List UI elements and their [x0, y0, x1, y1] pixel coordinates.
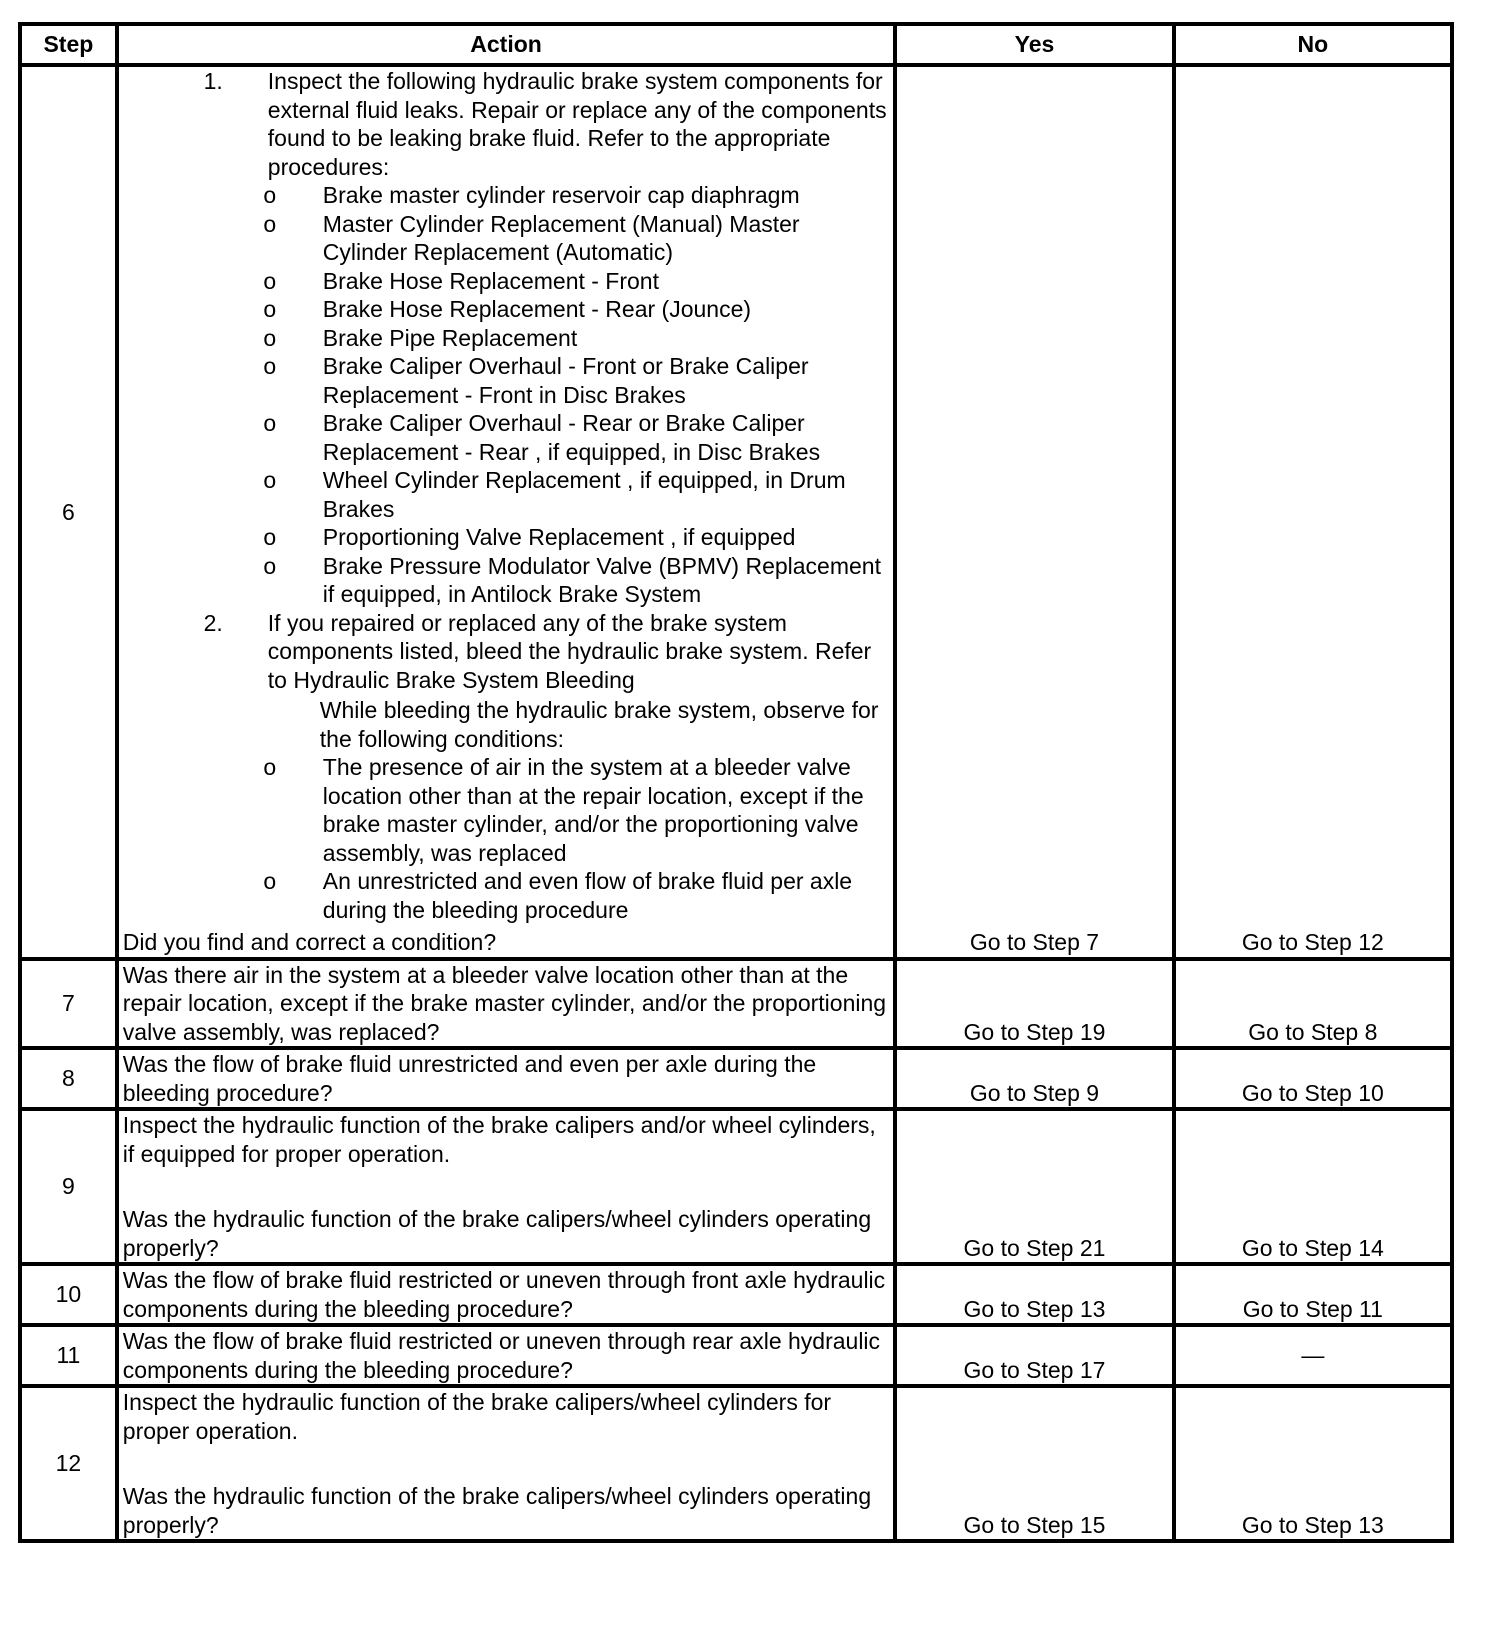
bullet-icon: o: [263, 182, 277, 208]
action-text: Was the flow of brake fluid restricted or uneven through front axle hydraulic components during the bleeding procedure?: [117, 1264, 896, 1325]
item-text: Inspect the following hydraulic brake system components for external fluid leaks. Repair or replace any of the components found to be leaking brake fluid. Refer to the appropriate procedures:: [267, 68, 887, 180]
list-item-text: Brake Hose Replacement - Front: [322, 267, 659, 294]
header-action: Action: [117, 24, 896, 65]
table-row-step-12: [20, 1386, 1452, 1541]
bullet-icon: o: [263, 754, 277, 780]
list-item: [123, 409, 890, 466]
table-row-step-10: [20, 1264, 1452, 1325]
no-cell: Go to Step 11: [1174, 1264, 1452, 1325]
list-item: [123, 352, 890, 409]
header-no: No: [1174, 24, 1452, 65]
no-cell: Go to Step 8: [1174, 959, 1452, 1049]
condition-list: [123, 753, 890, 924]
question-text: Did you find and correct a condition?: [122, 929, 497, 955]
list-item: [123, 552, 890, 609]
action-cell: [117, 1386, 896, 1541]
yes-cell: Go to Step 7: [895, 65, 1173, 959]
no-cell: Go to Step 14: [1174, 1109, 1452, 1264]
list-item: [123, 466, 890, 523]
item-number: 1.: [203, 68, 223, 94]
list-item-text: Brake Pressure Modulator Valve (BPMV) Replacement if equipped, in Antilock Brake System: [322, 552, 881, 607]
header-yes: Yes: [895, 24, 1173, 65]
action-text: Was the flow of brake fluid unrestricted and even per axle during the bleeding procedure?: [117, 1048, 896, 1109]
list-item-text: Brake Pipe Replacement: [322, 324, 578, 351]
bullet-icon: o: [263, 353, 277, 379]
diagnostic-table: [18, 22, 1454, 1543]
action-cell: [117, 65, 896, 959]
header-step: Step: [20, 24, 117, 65]
list-item-text: Brake master cylinder reservoir cap diaphragm: [322, 182, 800, 208]
step-number: 6: [20, 65, 117, 959]
action-cell: [117, 1109, 896, 1264]
action-text: Inspect the hydraulic function of the brake calipers/wheel cylinders for proper operation.: [122, 1389, 832, 1444]
yes-cell: Go to Step 13: [895, 1264, 1173, 1325]
list-item-text: Master Cylinder Replacement (Manual) Master Cylinder Replacement (Automatic): [322, 210, 800, 265]
bullet-icon: o: [263, 296, 277, 322]
step-number: 8: [20, 1048, 117, 1109]
no-cell: Go to Step 10: [1174, 1048, 1452, 1109]
item-number: 2.: [203, 609, 223, 636]
step-number: 10: [20, 1264, 117, 1325]
bullet-icon: o: [263, 868, 277, 894]
step-number: 12: [20, 1386, 117, 1541]
bullet-icon: o: [263, 467, 277, 493]
item-paragraph: While bleeding the hydraulic brake system, observe for the following conditions:: [319, 697, 879, 752]
no-cell: Go to Step 13: [1174, 1386, 1452, 1541]
numbered-item: [123, 67, 890, 181]
list-item-text: Wheel Cylinder Replacement , if equipped, in Drum Brakes: [322, 467, 846, 522]
list-item: [123, 267, 890, 296]
list-item-text: An unrestricted and even flow of brake fluid per axle during the bleeding procedure: [322, 868, 853, 923]
yes-cell: Go to Step 19: [895, 959, 1173, 1049]
yes-cell: Go to Step 15: [895, 1386, 1173, 1541]
bullet-icon: o: [263, 410, 277, 436]
list-item-text: Brake Caliper Overhaul - Rear or Brake Caliper Replacement - Rear , if equipped, in Disc Brakes: [322, 410, 821, 465]
bullet-icon: o: [263, 524, 277, 550]
bullet-icon: o: [263, 324, 277, 351]
list-item: [123, 753, 890, 867]
table-row-step-11: [20, 1325, 1452, 1386]
list-item: [123, 181, 890, 210]
bullet-icon: o: [263, 267, 277, 294]
list-item: [123, 295, 890, 324]
numbered-item: [123, 609, 890, 695]
action-text: Was the flow of brake fluid restricted or uneven through rear axle hydraulic components during the bleeding procedure?: [117, 1325, 896, 1386]
list-item: [123, 523, 890, 552]
component-list: [123, 181, 890, 609]
yes-cell: Go to Step 9: [895, 1048, 1173, 1109]
step-number: 9: [20, 1109, 117, 1264]
action-text: Inspect the hydraulic function of the brake calipers and/or wheel cylinders, if equipped for proper operation.: [122, 1112, 876, 1167]
step-number: 11: [20, 1325, 117, 1386]
bullet-icon: o: [263, 552, 277, 579]
no-cell: Go to Step 12: [1174, 65, 1452, 959]
header-row: [20, 24, 1452, 65]
question-text: Was the hydraulic function of the brake calipers/wheel cylinders operating properly?: [122, 1483, 872, 1538]
step-number: 7: [20, 959, 117, 1049]
list-item: [123, 210, 890, 267]
table-row-step-6: [20, 65, 1452, 959]
yes-cell: Go to Step 21: [895, 1109, 1173, 1264]
list-item: [123, 324, 890, 353]
item-text: If you repaired or replaced any of the brake system components listed, bleed the hydraulic brake system. Refer to Hydraulic Brake System Bleeding: [267, 609, 872, 693]
table-row-step-7: [20, 959, 1452, 1049]
list-item: [123, 867, 890, 924]
list-item-text: Brake Caliper Overhaul - Front or Brake Caliper Replacement - Front in Disc Brakes: [322, 353, 809, 408]
bullet-icon: o: [263, 210, 277, 237]
list-item-text: Proportioning Valve Replacement , if equipped: [322, 524, 796, 550]
no-cell: —: [1174, 1325, 1452, 1386]
table-row-step-9: [20, 1109, 1452, 1264]
table-row-step-8: [20, 1048, 1452, 1109]
yes-cell: Go to Step 17: [895, 1325, 1173, 1386]
list-item-text: The presence of air in the system at a bleeder valve location other than at the repair location, except if the brake master cylinder, and/or the proportioning valve assembly, was replaced: [322, 754, 864, 866]
action-text: Was there air in the system at a bleeder valve location other than at the repair location, except if the brake master cylinder, and/or the proportioning valve assembly, was replaced?: [117, 959, 896, 1049]
question-text: Was the hydraulic function of the brake calipers/wheel cylinders operating properly?: [122, 1206, 872, 1261]
list-item-text: Brake Hose Replacement - Rear (Jounce): [322, 296, 752, 322]
